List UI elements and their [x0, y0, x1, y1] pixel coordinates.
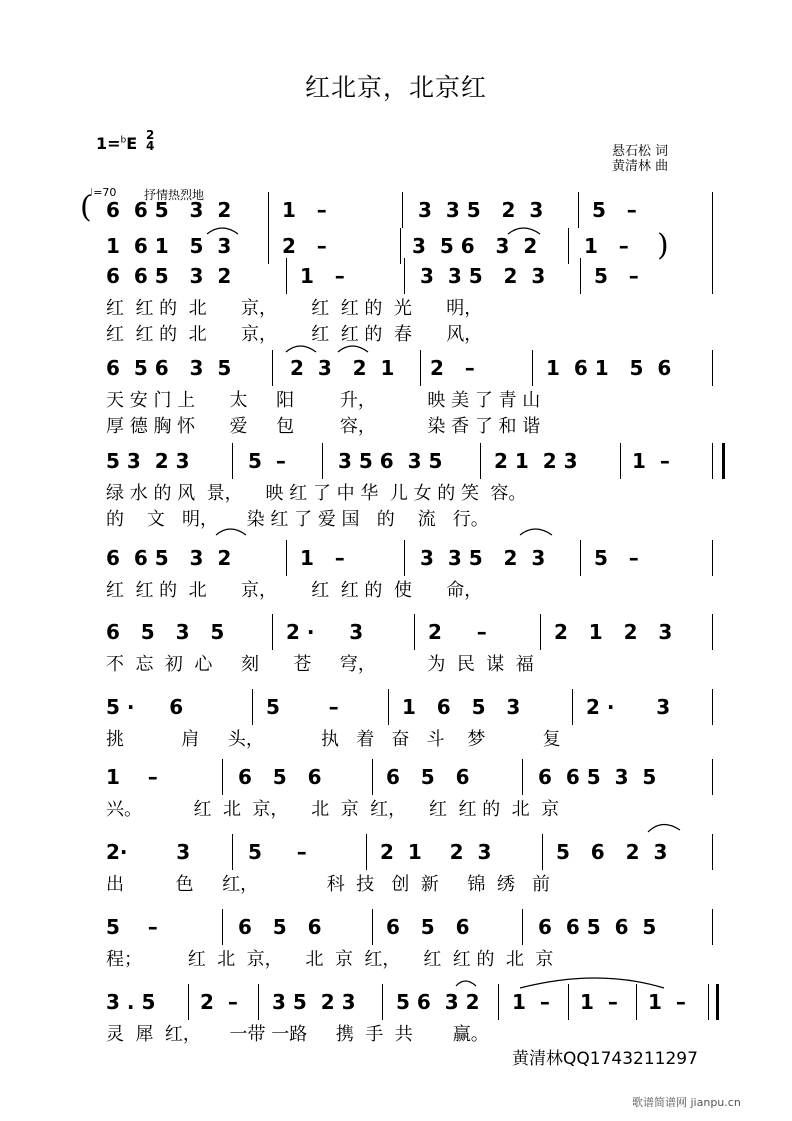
measure-notes: 3 3 5 2 3: [420, 264, 546, 288]
time-signature: 2 4: [146, 128, 155, 153]
measure-notes: 6 5 3 5: [106, 620, 225, 644]
measure-notes: 3 5 6 3 2: [412, 234, 538, 258]
measure-notes: 2 1 2 3: [554, 620, 673, 644]
measure-notes: 2 1 2 3: [494, 449, 578, 473]
intro-paren-open: (: [80, 190, 92, 225]
measure-notes: 6 6 5 3 2: [106, 264, 232, 288]
measure-notes: 6 5 6: [238, 915, 322, 939]
measure-notes: 3 . 5: [106, 990, 156, 1014]
page-title: 红北京，北京红: [304, 73, 487, 102]
measure-notes: 1 –: [106, 765, 158, 789]
measure-notes: 5 · 6: [106, 695, 184, 719]
tie-arc: [456, 981, 476, 986]
measure-notes: 1 –: [632, 449, 670, 473]
measure-notes: 3 5 6 3 5: [338, 449, 443, 473]
measure-notes: 1 –: [282, 198, 327, 222]
measure-notes: 1 –: [512, 990, 550, 1014]
intro-paren-close: ): [657, 228, 669, 263]
measure-notes: 5 –: [594, 546, 639, 570]
measure-notes: 1 –: [584, 234, 629, 258]
measure-notes: 2 · 3: [586, 695, 671, 719]
tie-arc: [520, 978, 664, 988]
measure-notes: 3 3 5 2 3: [418, 198, 544, 222]
measure-notes: 5 –: [248, 840, 307, 864]
tempo-marking: ♩=70: [88, 186, 117, 199]
measure-notes: 5 –: [594, 264, 639, 288]
lyric-line: 兴。 红 北 京， 北 京 红， 红 红 的 北 京: [106, 799, 560, 820]
measure-notes: 1 –: [648, 990, 686, 1014]
measure-notes: 5 –: [592, 198, 637, 222]
lyric-line: 红 红 的 北 京， 红 红 的 使 命，: [106, 580, 483, 601]
measure-notes: 6 6 5 3 2: [106, 198, 232, 222]
measure-notes: 6 6 5 3 5: [538, 765, 657, 789]
measure-notes: 6 5 6 3 5: [106, 356, 232, 380]
measure-notes: 1 6 1 5 3: [106, 234, 232, 258]
lyric-line: 出 色 红， 科 技 创 新 锦 绣 前: [106, 874, 551, 895]
lyric-line: 不 忘 初 心 刻 苍 穹， 为 民 谋 福: [106, 654, 534, 675]
lyric-line: 天 安 门 上 太 阳 升， 映 美 了 青 山: [106, 390, 541, 411]
watermark: 歌谱简谱网 jianpu.cn: [632, 1096, 741, 1109]
measure-notes: 1 6 1 5 6: [546, 356, 672, 380]
measure-notes: 1 –: [580, 990, 618, 1014]
signature: 黄清林QQ1743211297: [512, 1049, 698, 1069]
tie-arc: [648, 824, 680, 832]
measure-notes: 2 –: [282, 234, 327, 258]
tie-arc: [508, 228, 540, 234]
measure-notes: 1 –: [300, 264, 345, 288]
measure-notes: 2· 3: [106, 840, 191, 864]
lyric-line: 红 红 的 北 京， 红 红 的 春 风，: [106, 324, 483, 345]
measure-notes: 6 5 6: [386, 765, 470, 789]
lyric-line: 程； 红 北 京， 北 京 红， 红 红 的 北 京: [106, 949, 554, 970]
measure-notes: 5 –: [248, 449, 286, 473]
measure-notes: 3 5 2 3: [272, 990, 356, 1014]
measure-notes: 2 · 3: [286, 620, 364, 644]
measure-notes: 6 5 6: [238, 765, 322, 789]
lyric-line: 红 红 的 北 京， 红 红 的 光 明，: [106, 298, 483, 319]
measure-notes: 2 –: [428, 620, 487, 644]
measure-notes: 6 5 6: [386, 915, 470, 939]
lyricist-credit: 悬石松 词: [612, 144, 669, 159]
measure-notes: 3 3 5 2 3: [420, 546, 546, 570]
tie-arc: [207, 228, 238, 234]
tie-arc: [520, 529, 552, 535]
measure-notes: 6 6 5 3 2: [106, 546, 232, 570]
lyric-line: 灵 犀 红， 一带 一路 携 手 共 赢。: [106, 1024, 489, 1045]
measure-notes: 1 6 5 3: [402, 695, 521, 719]
measure-notes: 2 3 2 1: [290, 356, 395, 380]
measure-notes: 5 6 2 3: [556, 840, 668, 864]
tie-arc: [286, 346, 316, 352]
measure-notes: 5 6 3 2: [396, 990, 480, 1014]
measure-notes: 2 –: [200, 990, 238, 1014]
lyric-line: 厚 德 胸 怀 爱 包 容， 染 香 了 和 谐: [106, 416, 541, 437]
lyric-line: 绿 水 的 风 景， 映 红 了 中 华 儿 女 的 笑 容。: [106, 483, 527, 504]
measure-notes: 1 –: [300, 546, 345, 570]
measure-notes: 5 –: [266, 695, 339, 719]
measure-notes: 2 –: [430, 356, 475, 380]
measure-notes: 5 3 2 3: [106, 449, 190, 473]
tie-arc: [216, 529, 246, 535]
expression-marking: 抒情热烈地: [144, 188, 205, 202]
composer-credit: 黄清林 曲: [612, 159, 669, 174]
measure-notes: 6 6 5 6 5: [538, 915, 657, 939]
key-signature: 1=$^b$E: [96, 134, 138, 153]
lyric-line: 挑 肩 头， 执 着 奋 斗 梦 复: [106, 729, 561, 750]
tie-arc: [338, 346, 368, 352]
lyric-line: 的 文 明， 染 红 了 爱 国 的 流 行。: [106, 509, 489, 530]
measure-notes: 2 1 2 3: [380, 840, 492, 864]
measure-notes: 5 –: [106, 915, 158, 939]
